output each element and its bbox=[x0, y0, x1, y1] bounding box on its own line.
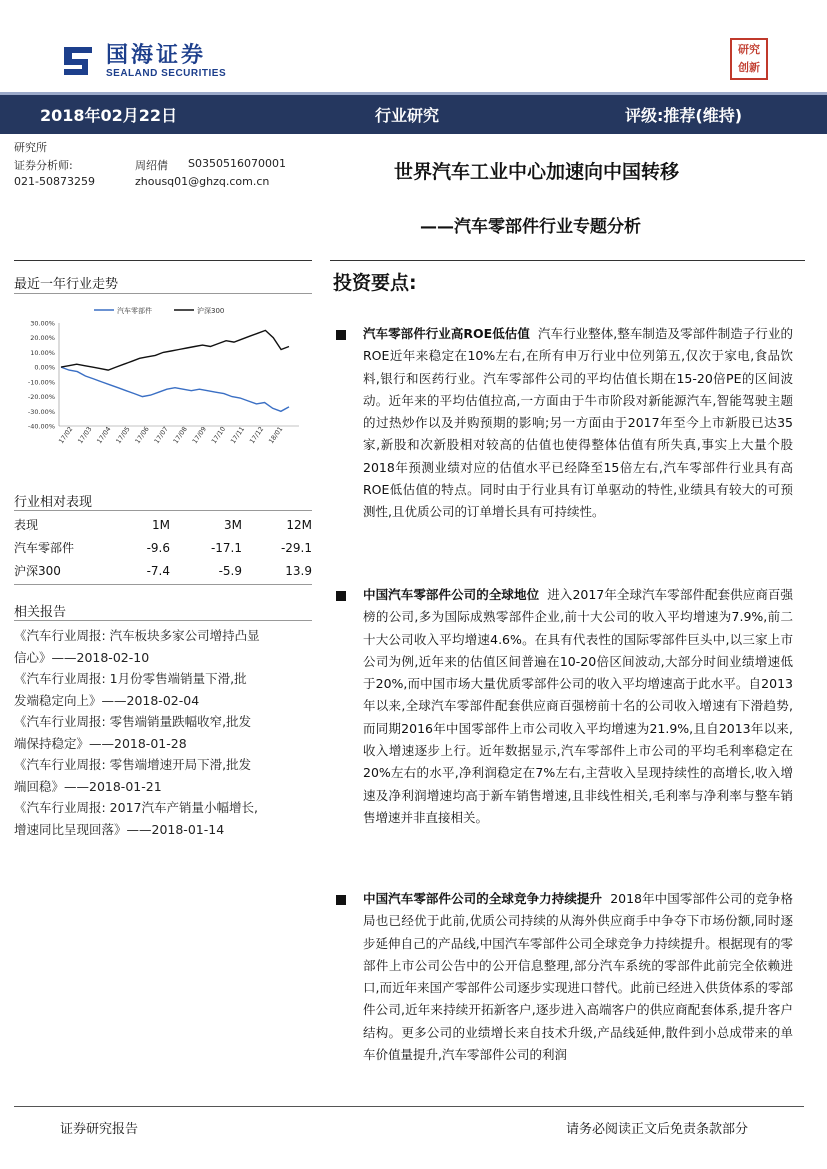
series-line bbox=[61, 367, 289, 411]
report-rating: 评级:推荐(维持) bbox=[625, 106, 743, 125]
bullet-square-icon bbox=[336, 591, 346, 601]
footer-right: 请务必阅读正文后免责条款部分 bbox=[566, 1122, 749, 1137]
x-tick-label: 17/07 bbox=[152, 425, 170, 446]
right-top-divider bbox=[330, 260, 805, 261]
brand-name-cn: 国海证券 bbox=[106, 42, 207, 68]
y-tick-label: 30.00% bbox=[30, 319, 55, 328]
left-top-divider bbox=[14, 260, 312, 261]
table-cell: -29.1 bbox=[280, 540, 312, 555]
point-body: 进入2017年全球汽车零部件配套供应商百强榜的公司,多为国际成熟零部件企业,前十大公司的收入平均增速为7.9%,前二十大公司收入平均增速4.6%。在具有代表性的国际零部件巨头中,以三家上市公司为例,近年来的估值区间普遍在10-20倍区间波动,大部分时间业绩增速低于20%,而中国市场大量优质零部件公司的收入平均增速高于此水平。自2013年以来,全球汽车零部件配套供应商百强榜前十名的公司收入增速有下滑趋势,而同期2016年中国零部件上市公司收入平均增速为21.9%,且自2013年以来,收入增速逐步上行。近年数据显示,汽车零部件上市公司的平均毛利率稳定在20%左右的水平,净利润稳定在7%左右,主营收入呈现持续性的高增长,收入增速及净利润增速均高于新车销售增速,且非线性相关,毛利率与净利率与整车销售增速并非直接相关。 bbox=[363, 587, 793, 825]
legend-label: 沪深300 bbox=[197, 307, 225, 315]
table-row bbox=[14, 559, 312, 582]
related-heading: 相关报告 bbox=[14, 605, 67, 620]
trend-divider bbox=[14, 293, 312, 294]
related-report-link[interactable]: 《汽车行业周报: 汽车板块多家公司增持凸显 信心》——2018-02-10 bbox=[14, 628, 260, 665]
table-cell: -17.1 bbox=[210, 540, 242, 555]
investment-point-3 bbox=[363, 888, 793, 1066]
related-report-link[interactable]: 《汽车行业周报: 1月份零售端销量下滑,批 发端稳定向上》——2018-02-04 bbox=[14, 671, 247, 708]
performance-table bbox=[14, 513, 312, 582]
table-row bbox=[14, 536, 312, 559]
x-tick-label: 17/11 bbox=[228, 425, 247, 446]
related-report-link[interactable]: 《汽车行业周报: 零售端增速开局下滑,批发 端回稳》——2018-01-21 bbox=[14, 757, 252, 794]
table-cell: 汽车零部件 bbox=[14, 541, 75, 555]
x-tick-label: 17/04 bbox=[95, 425, 113, 446]
analyst-role-label: 证券分析师: bbox=[14, 159, 73, 172]
investment-point-1 bbox=[363, 323, 793, 524]
analyst-email[interactable]: zhousq01@ghzq.com.cn bbox=[135, 175, 270, 188]
x-tick-label: 18/01 bbox=[267, 425, 285, 446]
point-lead: 中国汽车零部件公司的全球竞争力持续提升 bbox=[363, 891, 603, 906]
header-cell: 3M bbox=[224, 517, 242, 532]
x-tick-label: 17/05 bbox=[114, 425, 132, 446]
report-subtitle: ——汽车零部件行业专题分析 bbox=[420, 217, 641, 237]
table-header-row bbox=[14, 513, 312, 536]
related-reports-list bbox=[14, 625, 314, 840]
table-cell: -7.4 bbox=[146, 563, 170, 578]
table-cell: 13.9 bbox=[285, 563, 312, 578]
y-tick-label: -40.00% bbox=[27, 422, 55, 431]
point-body: 2018年中国零部件公司的竞争格局也已经优于此前,优质公司持续的从海外供应商手中争夺下市场份额,同时逐步延伸自己的产品线,中国汽车零部件公司全球竞争力持续提升。根据现有的零部件上市公司公告中的公开信息整理,部分汽车系统的零部件此前完全依赖进口,而近年来国产零部件公司逐步实现进口替代。此前已经进入供货体系的零部件公司,近年来持续开拓新客户,逐步进入高端客户的供应商配套体系,提升客户结构。更多公司的业绩增长来自技术升级,产品线延伸,散件到小总成带来的单车价值量提升,汽车零部件公司的利润 bbox=[363, 891, 794, 1063]
y-tick-label: 20.00% bbox=[30, 334, 55, 343]
y-tick-label: 10.00% bbox=[30, 348, 55, 357]
legend-label: 汽车零部件 bbox=[117, 307, 152, 315]
header-cell: 1M bbox=[152, 517, 170, 532]
table-cell: -5.9 bbox=[218, 563, 242, 578]
research-stamp: 研究 创新 bbox=[730, 38, 768, 80]
point-body: 汽车行业整体,整车制造及零部件制造子行业的ROE近年来稳定在10%左右,在所有申万行业中位列第五,仅次于家电,食品饮料,银行和医药行业。汽车零部件公司的平均估值长期在15-20倍PE的区间波动。近年来的平均估值拉高,一方面由于牛市阶段对新能源汽车,智能驾驶主题的过热炒作以及并购预期的影响;另一方面由于2017年至今上市新股已达35家,新股和次新股相对较高的估值也使得整体估值有所失真,事实上大量个股2018年预测业绩对应的估值水平已经降至15倍左右,汽车零部件行业具有高ROE低估值的特点。同时由于行业具有订单驱动的特性,业绩具有较大的可预测性,且优质公司的订单增长具有可持续性。 bbox=[363, 326, 793, 520]
report-category: 行业研究 bbox=[375, 106, 440, 125]
research-dept: 研究所 bbox=[14, 141, 47, 154]
performance-divider bbox=[14, 510, 312, 511]
y-tick-label: -20.00% bbox=[27, 393, 55, 402]
bullet-square-icon bbox=[336, 895, 346, 905]
header-banner bbox=[0, 92, 827, 134]
sealand-logo-icon bbox=[58, 41, 98, 81]
x-tick-label: 17/10 bbox=[209, 425, 228, 446]
x-tick-label: 17/12 bbox=[247, 425, 266, 446]
footer-left: 证券研究报告 bbox=[60, 1122, 139, 1137]
investment-point-2 bbox=[363, 584, 793, 829]
brand-name-en: SEALAND SECURITIES bbox=[106, 67, 227, 79]
analyst-phone: 021-50873259 bbox=[14, 175, 95, 188]
related-divider bbox=[14, 620, 312, 621]
x-tick-label: 17/09 bbox=[190, 425, 209, 446]
point-lead: 汽车零部件行业高ROE低估值 bbox=[363, 326, 530, 341]
bullet-square-icon bbox=[336, 330, 346, 340]
related-report-link[interactable]: 《汽车行业周报: 2017汽车产销量小幅增长, 增速同比呈现回落》——2018-01-14 bbox=[14, 800, 258, 837]
table-cell: -9.6 bbox=[146, 540, 170, 555]
series-line bbox=[61, 330, 289, 370]
footer-divider bbox=[14, 1106, 804, 1107]
trend-heading: 最近一年行业走势 bbox=[14, 277, 119, 292]
x-tick-label: 17/08 bbox=[171, 425, 189, 446]
report-date: 2018年02月22日 bbox=[40, 106, 178, 125]
brand-logo bbox=[58, 40, 226, 82]
header-cell: 12M bbox=[286, 517, 312, 532]
table-bottom-divider bbox=[14, 584, 312, 585]
performance-heading: 行业相对表现 bbox=[14, 495, 93, 510]
y-tick-label: 0.00% bbox=[34, 363, 55, 372]
report-title: 世界汽车工业中心加速向中国转移 bbox=[394, 161, 680, 183]
analyst-license: S0350516070001 bbox=[188, 157, 286, 170]
table-cell: 沪深300 bbox=[14, 564, 61, 578]
x-tick-label: 17/06 bbox=[133, 425, 151, 446]
header-cell: 表现 bbox=[14, 518, 39, 532]
y-tick-label: -30.00% bbox=[27, 407, 55, 416]
related-report-link[interactable]: 《汽车行业周报: 零售端销量跌幅收窄,批发 端保持稳定》——2018-01-28 bbox=[14, 714, 252, 751]
analyst-name: 周绍倩 bbox=[135, 159, 168, 172]
industry-trend-chart bbox=[14, 298, 314, 468]
x-tick-label: 17/02 bbox=[57, 425, 75, 446]
y-tick-label: -10.00% bbox=[27, 378, 55, 387]
point-lead: 中国汽车零部件公司的全球地位 bbox=[363, 587, 540, 602]
investment-heading: 投资要点: bbox=[333, 272, 417, 294]
x-tick-label: 17/03 bbox=[76, 425, 94, 446]
